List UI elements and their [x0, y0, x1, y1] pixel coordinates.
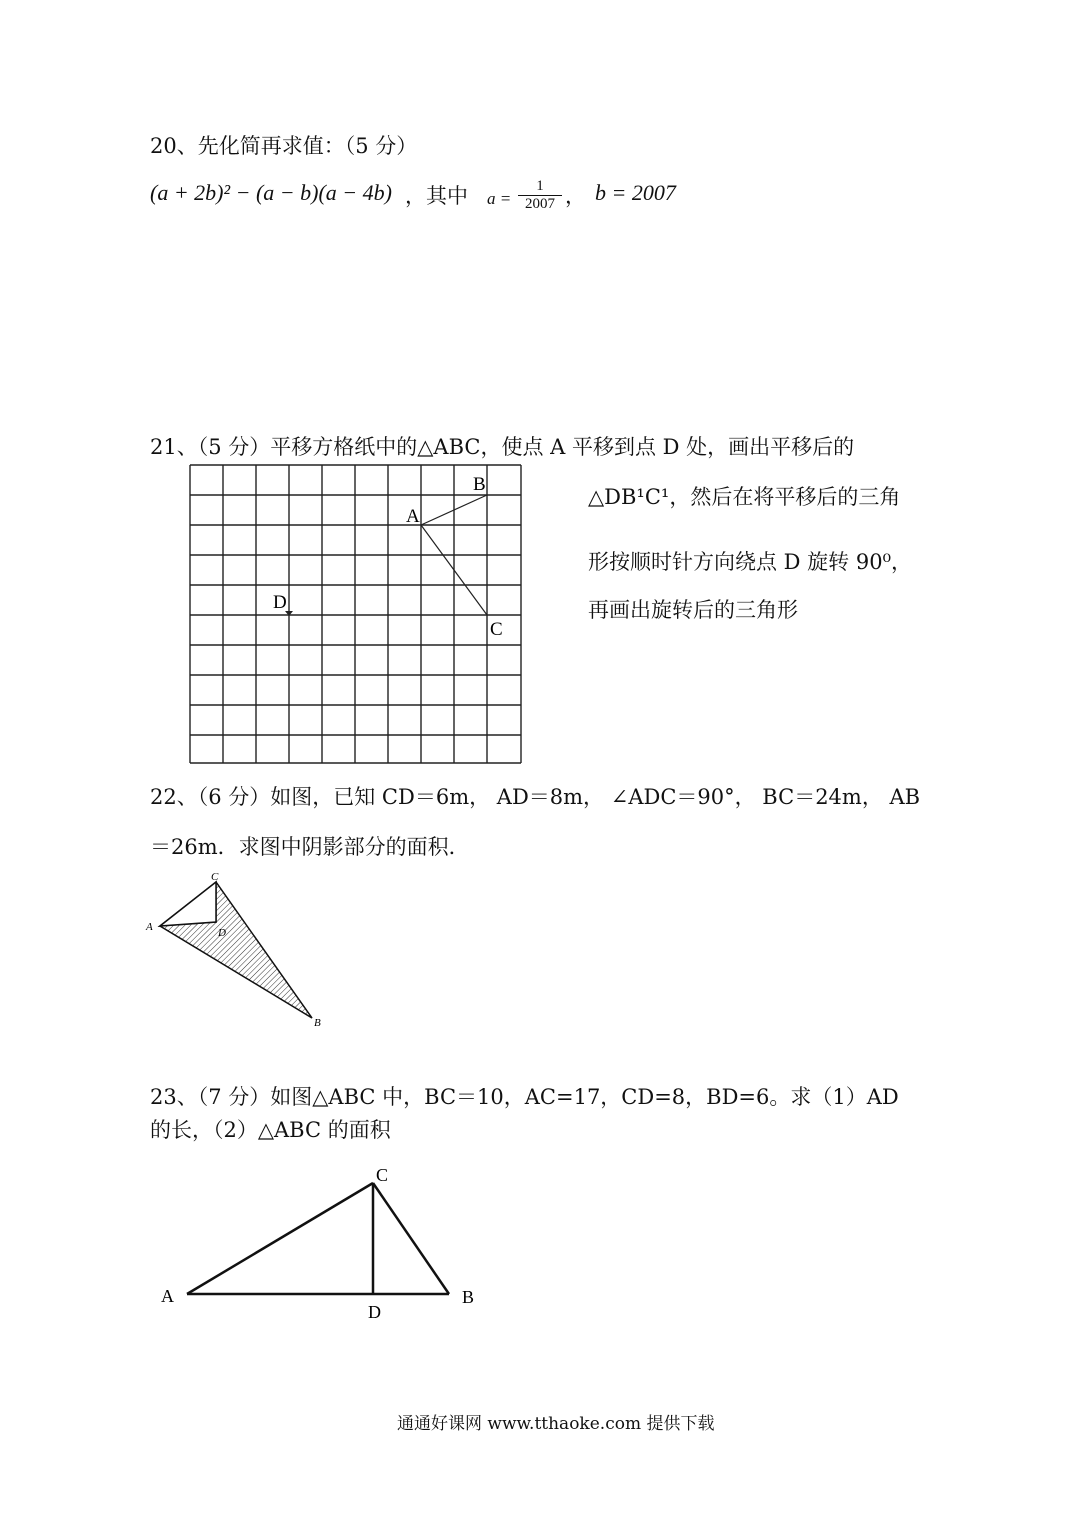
q23-figure	[155, 1160, 495, 1330]
label-b: B	[462, 1287, 475, 1307]
q23-text-line1: 23、（7 分）如图△ABC 中，BC＝10，AC=17，CD=8，BD=6。求（1）AD	[150, 1085, 899, 1109]
label-c: C	[490, 619, 503, 640]
q21-text-line2: △DB¹C¹，然后在将平移后的三角	[588, 485, 901, 509]
segment-cb	[373, 1183, 449, 1294]
q22-figure	[140, 868, 340, 1028]
q20-a-denominator: 2007	[525, 196, 555, 212]
label-a: A	[406, 506, 420, 527]
q23-text-line2: 的长，（2）△ABC 的面积	[150, 1118, 391, 1142]
q21-grid-figure	[185, 460, 530, 770]
shaded-region	[160, 882, 312, 1018]
unshaded-triangle-acd	[160, 882, 216, 926]
triangle-abc	[187, 1183, 449, 1294]
label-b: B	[314, 1017, 321, 1028]
label-a: A	[146, 921, 153, 933]
q20-a-numerator: 1	[518, 178, 562, 196]
q22-text-line2: ＝26m．求图中阴影部分的面积．	[150, 835, 470, 859]
q20-b-value: b = 2007	[595, 180, 676, 205]
page-footer: 通通好课网 www.tthaoke.com 提供下载	[397, 1414, 715, 1434]
segment-ac	[187, 1183, 373, 1294]
q20-a-fraction	[518, 178, 562, 213]
q20-title: 20、先化简再求值：（5 分）	[150, 134, 418, 158]
q21-text-line3: 形按顺时针方向绕点 D 旋转 90⁰，	[588, 550, 913, 574]
q21-text-line4: 再画出旋转后的三角形	[588, 598, 798, 622]
q21-text-line1: 21、（5 分）平移方格纸中的△ABC，使点 A 平移到点 D 处，画出平移后的	[150, 435, 855, 459]
label-d: D	[273, 592, 287, 613]
label-c: C	[376, 1165, 389, 1185]
q20-where-text: ，其中	[405, 184, 468, 208]
label-a: A	[161, 1286, 174, 1306]
label-d: D	[368, 1302, 381, 1322]
grid-lines	[190, 465, 521, 763]
label-d: D	[218, 927, 226, 939]
q20-a-lhs: a =	[487, 189, 512, 208]
label-b: B	[473, 474, 486, 495]
q20-expression: (a + 2b)² − (a − b)(a − 4b)	[150, 180, 392, 205]
q22-text-line1: 22、（6 分）如图，已知 CD＝6m， AD＝8m， ∠ADC＝90°， BC＝24m， AB	[150, 785, 921, 809]
label-c: C	[211, 871, 219, 883]
q20-separator: ，	[565, 184, 586, 208]
